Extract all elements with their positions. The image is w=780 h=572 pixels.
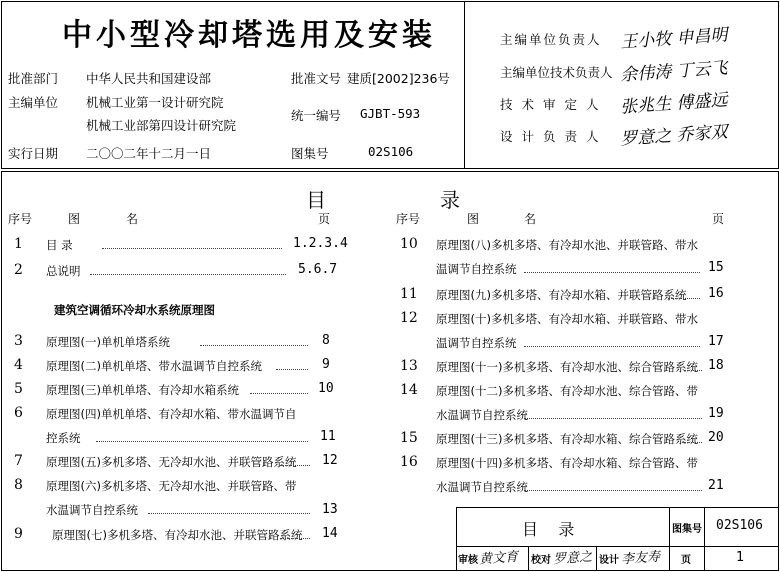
toc-right-no-10: 10 (400, 236, 418, 252)
impl-date-label: 实行日期 (8, 146, 59, 161)
editor-unit-2: 机械工业部第四设计研究院 (86, 118, 237, 133)
title-block-review-signature: 黄文育 (478, 549, 519, 568)
toc-left-no-9: 9 (14, 526, 23, 542)
toc-left-leader-1 (102, 248, 282, 249)
toc-left-no-7: 7 (14, 453, 23, 469)
approval-no-label: 批准文号 (291, 71, 342, 86)
toc-left-no-8: 8 (14, 477, 23, 493)
page-title: 中小型冷却塔选用及安装 (62, 18, 436, 53)
toc-title-left: 目 (306, 188, 326, 212)
toc-right-page-11: 16 (708, 286, 724, 301)
toc-left-page-4: 9 (322, 357, 330, 372)
title-block-sep-1 (528, 546, 529, 571)
toc-left-page-9: 14 (322, 526, 338, 541)
title-block-page-label: 页 (681, 555, 691, 566)
col-name1-left: 图 (68, 212, 81, 226)
toc-right-leader-15 (682, 442, 702, 443)
title-block-page-no: 1 (736, 550, 745, 565)
toc-left-no-3: 3 (14, 333, 23, 349)
toc-left-line-7: 原理图(五)多机多塔、无冷却水池、并联管路系统 (46, 455, 297, 469)
toc-left-line-4: 原理图(二)单机单塔、带水温调节自控系统 (46, 359, 262, 373)
toc-left-page-2: 5.6.7 (298, 262, 338, 277)
atlas-no-label: 图集号 (291, 146, 329, 161)
approval-dept-label: 批准部门 (8, 71, 59, 86)
toc-right-page-16: 21 (708, 478, 724, 493)
toc-right-line-16b: 水温调节自控系统 (436, 480, 528, 494)
toc-left-page-3: 8 (322, 333, 330, 348)
atlas-no: 02S106 (368, 144, 414, 159)
col-name2-right: 名 (524, 212, 537, 226)
toc-left-leader-6 (96, 441, 308, 442)
toc-right-no-16: 16 (400, 454, 418, 470)
toc-right-leader-11 (668, 298, 700, 299)
title-block-sep-2 (596, 546, 597, 571)
title-block-design-label: 设计 (599, 555, 619, 566)
toc-right-no-13: 13 (400, 358, 418, 374)
approval-dept: 中华人民共和国建设部 (86, 71, 212, 86)
toc-right-line-14a: 原理图(十二)多机多塔、有冷却水池、综合管路、带 (436, 384, 698, 398)
toc-right-line-14b: 水温调节自控系统 (436, 408, 528, 422)
toc-right-line-11: 原理图(九)多机多塔、有冷却水箱、并联管路系统 (436, 288, 687, 302)
toc-left-line-6a: 原理图(四)单机单塔、有冷却水箱、带水温调节自 (46, 407, 297, 421)
resp-role-2: 主编单位技术负责人 (500, 65, 613, 80)
toc-left-no-6: 6 (14, 405, 23, 421)
col-no-left: 序号 (8, 212, 33, 226)
title-block-name: 目 录 (522, 520, 575, 539)
toc-right-leader-14 (524, 418, 702, 419)
toc-left-line-5: 原理图(三)单机单塔、有冷却水箱系统 (46, 383, 239, 397)
col-name1-right: 图 (467, 212, 480, 226)
toc-right-page-13: 18 (708, 358, 724, 373)
toc-right-no-15: 15 (400, 430, 418, 446)
toc-left-leader-3 (200, 345, 308, 346)
approval-no: 建质[2002]236号 (347, 71, 450, 86)
toc-right-line-10b: 温调节自控系统 (436, 262, 517, 276)
toc-right-page-12: 17 (708, 334, 724, 349)
toc-left-line-1: 目 录 (46, 238, 73, 252)
toc-right-leader-12 (524, 346, 700, 347)
toc-right-leader-13 (684, 370, 702, 371)
title-block-design-signature: 李友寿 (620, 549, 661, 568)
col-name2-left: 名 (126, 212, 139, 226)
resp-signature-1: 王小牧 申昌明 (619, 25, 729, 53)
toc-title-right: 录 (440, 188, 460, 212)
toc-left-leader-8 (148, 513, 310, 514)
impl-date: 二〇〇二年十二月一日 (86, 146, 212, 161)
unified-no-label: 统一编号 (291, 108, 342, 123)
toc-right-page-10: 15 (708, 260, 724, 275)
toc-right-page-15: 20 (708, 430, 724, 445)
toc-right-line-12a: 原理图(十)多机多塔、有冷却水箱、并联管路、带水 (436, 312, 698, 326)
unified-no: GJBT-593 (360, 106, 421, 121)
toc-left-no-4: 4 (14, 357, 23, 373)
col-page-right: 页 (712, 212, 725, 226)
toc-left-leader-4 (276, 369, 308, 370)
toc-left-leader-7 (280, 465, 310, 466)
resp-signature-4: 罗意之 乔家双 (619, 122, 729, 150)
toc-right-line-15: 原理图(十三)多机多塔、有冷却水箱、综合管路系统 (436, 432, 698, 446)
toc-right-leader-16 (524, 490, 702, 491)
toc-left-page-7: 12 (322, 453, 338, 468)
toc-left-page-6: 11 (320, 429, 336, 444)
toc-right-no-11: 11 (400, 286, 418, 302)
title-block-check-label: 校对 (531, 555, 551, 566)
toc-left-page-5: 10 (318, 381, 334, 396)
toc-left-leader-5 (250, 393, 308, 394)
toc-left-page-1: 1.2.3.4 (293, 236, 348, 251)
toc-right-no-14: 14 (400, 382, 418, 398)
toc-left-line-8b: 水温调节自控系统 (46, 503, 138, 517)
title-block-check-signature: 罗意之 (552, 549, 593, 568)
toc-left-line-9: 原理图(七)多机多塔、有冷却水池、并联管路系统 (52, 528, 303, 542)
toc-right-no-12: 12 (400, 310, 418, 326)
toc-right-leader-10 (524, 272, 700, 273)
col-no-right: 序号 (396, 212, 421, 226)
toc-left-no-5: 5 (14, 381, 23, 397)
editor-unit-1: 机械工业第一设计研究院 (86, 95, 224, 110)
resp-signature-3: 张兆生 傅盛远 (619, 90, 729, 118)
toc-right-line-10a: 原理图(八)多机多塔、有冷却水池、并联管路、带水 (436, 238, 698, 252)
resp-role-1: 主编单位负责人 (500, 32, 602, 47)
toc-left-no-1: 1 (14, 236, 23, 252)
toc-section-heading: 建筑空调循环冷却水系统原理图 (54, 303, 215, 317)
toc-left-line-3: 原理图(一)单机单塔系统 (46, 335, 170, 349)
resp-role-3: 技术审定人 (500, 97, 608, 112)
toc-right-line-16a: 原理图(十四)多机多塔、有冷却水箱、综合管路、带 (436, 456, 698, 470)
toc-right-line-13: 原理图(十一)多机多塔、有冷却水池、综合管路系统 (436, 360, 698, 374)
title-block-atlas-no: 02S106 (716, 518, 763, 533)
toc-left-leader-2 (90, 274, 286, 275)
toc-left-line-6b: 控系统 (46, 431, 81, 445)
editor-unit-label: 主编单位 (8, 95, 59, 110)
toc-left-page-8: 13 (322, 502, 338, 517)
col-page-left: 页 (318, 212, 331, 226)
resp-role-4: 设计负责人 (500, 129, 608, 144)
resp-signature-2: 余伟涛 丁云飞 (619, 58, 729, 86)
title-block-atlas-label: 图集号 (672, 524, 702, 535)
toc-left-line-2: 总说明 (46, 264, 81, 278)
title-block-review-label: 审核 (458, 555, 478, 566)
toc-right-line-12b: 温调节自控系统 (436, 336, 517, 350)
toc-left-no-2: 2 (14, 262, 23, 278)
toc-right-page-14: 19 (708, 406, 724, 421)
toc-left-line-8a: 原理图(六)多机多塔、无冷却水池、并联管路、带 (46, 479, 297, 493)
toc-left-leader-9 (280, 538, 310, 539)
